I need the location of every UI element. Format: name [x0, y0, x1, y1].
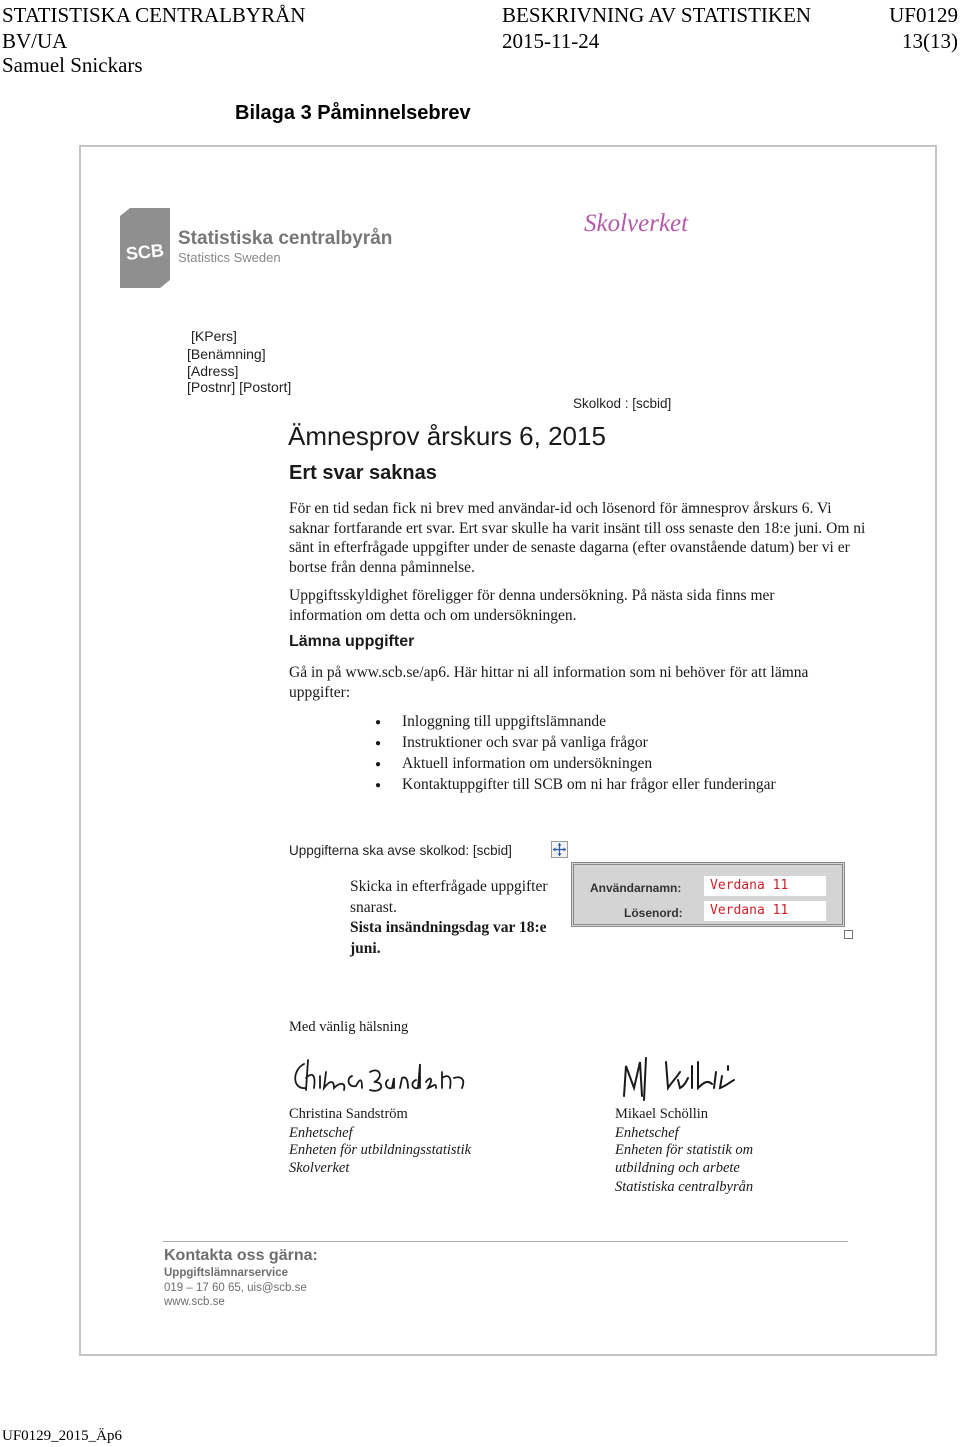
skolverket-logo: Skolverket [584, 210, 689, 237]
scb-logo-abbr: SCB [124, 240, 165, 264]
deadline-text: Sista insändningsdag var 18:e juni. [350, 919, 547, 957]
signer2-unit: Enheten för statistik om utbildning och arbete [615, 1142, 754, 1176]
header-author: Samuel Snickars [2, 53, 143, 77]
bullet-list [375, 713, 776, 797]
letter-title: Ämnesprov årskurs 6, 2015 [288, 421, 606, 451]
scb-logo-icon [120, 208, 170, 288]
paragraph-instructions: Gå in på www.scb.se/ap6. Här hittar ni all information som ni behöver för att lämna uppgifter: [289, 664, 809, 701]
letter-subtitle: Ert svar saknas [289, 462, 437, 484]
footer-code: UF0129_2015_Äp6 [2, 1428, 123, 1444]
school-code-line: Uppgifterna ska avse skolkod: [scbid] [289, 843, 512, 858]
send-text: Skicka in efterfrågade uppgifter snarast. [350, 878, 548, 916]
greeting: Med vänlig hälsning [289, 1019, 409, 1035]
address-line: [Adress] [187, 363, 239, 379]
signature-schollin [618, 1052, 748, 1104]
list-item: ● Kontaktuppgifter till SCB om ni har frågor eller funderingar [375, 776, 776, 797]
address-line: [Benämning] [187, 346, 266, 362]
signer1-name: Christina Sandström [289, 1106, 408, 1122]
school-code: Skolkod : [scbid] [573, 396, 672, 411]
header-org: STATISTISKA CENTRALBYRÅN [2, 3, 306, 27]
password-label: Lösenord: [624, 906, 683, 920]
contact-web: www.scb.se [164, 1296, 225, 1308]
signer2-org: Statistiska centralbyrån [615, 1179, 754, 1195]
signer2-role: Enhetschef [615, 1125, 679, 1141]
signer1-org: Skolverket [289, 1160, 350, 1176]
signature-sandstrom [290, 1052, 470, 1100]
divider [163, 1241, 848, 1242]
header-doc-type: BESKRIVNING AV STATISTIKEN [502, 3, 812, 27]
address-line: [Postnr] [Postort] [187, 379, 292, 395]
paragraph-reminder: För en tid sedan fick ni brev med användar-id och lösenord för ämnesprov årskurs 6. Vi saknar fortfarande ert svar. Ert svar skulle ha varit insänt till oss senaste den 18:e juni. Om ni sänt in efterfrågade uppgifter under de senaste dagarna (efter ovanstående datum) ber vi er bortse från denna påminnelse. [289, 500, 866, 576]
resize-handle-icon [844, 930, 853, 939]
signer1-role: Enhetschef [289, 1125, 353, 1141]
scb-logo-name: Statistiska centralbyrån [178, 228, 393, 249]
list-item: ● Inloggning till uppgiftslämnande [375, 713, 776, 734]
password-value: Verdana 11 [704, 901, 826, 921]
scb-logo-sub: Statistics Sweden [178, 250, 281, 265]
section-title: Bilaga 3 Påminnelsebrev [235, 102, 471, 124]
header-doc-code: UF0129 [889, 3, 958, 27]
list-item: ● Aktuell information om undersökningen [375, 755, 776, 776]
signer1-unit: Enheten för utbildningsstatistik [289, 1142, 472, 1158]
paragraph-obligation: Uppgiftsskyldighet föreligger för denna undersökning. På nästa sida finns mer information om detta och om undersökningen. [289, 587, 775, 624]
header-unit: BV/UA [2, 29, 68, 53]
contact-phone-email: 019 – 17 60 65, uis@scb.se [164, 1282, 307, 1294]
move-handle-icon [551, 841, 568, 858]
username-value: Verdana 11 [704, 876, 826, 896]
contact-heading: Kontakta oss gärna: [164, 1247, 318, 1264]
credentials-box [571, 862, 845, 927]
list-item: ● Instruktioner och svar på vanliga frågor [375, 734, 776, 755]
header-date: 2015-11-24 [502, 29, 600, 53]
header-page: 13(13) [902, 29, 958, 53]
contact-service: Uppgiftslämnarservice [164, 1267, 288, 1279]
username-label: Användarnamn: [590, 881, 682, 895]
signer2-name: Mikael Schöllin [615, 1106, 709, 1122]
address-line: [KPers] [191, 328, 237, 344]
heading-submit: Lämna uppgifter [289, 633, 415, 650]
